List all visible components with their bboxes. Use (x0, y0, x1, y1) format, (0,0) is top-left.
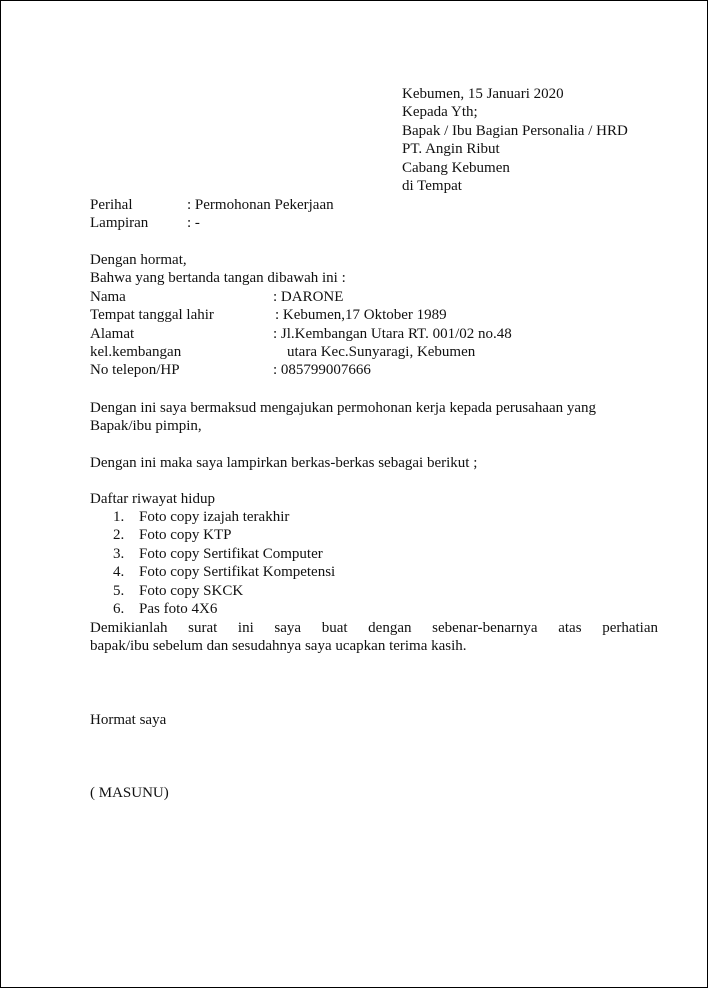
applicant-name-label: Nama (90, 289, 126, 305)
subject-label-perihal: Perihal (90, 197, 133, 213)
applicant-address-value-2: utara Kec.Sunyaragi, Kebumen (287, 344, 476, 360)
subject-value-lampiran: : - (187, 215, 200, 231)
body-paragraph-1-line-2: Bapak/ibu pimpin, (90, 418, 202, 434)
letter-header (402, 85, 628, 195)
letter-date: Kebumen, 15 Januari 2020 (402, 86, 564, 102)
closing-line-2: bapak/ibu sebelum dan sesudahnya saya ucapkan terima kasih. (90, 638, 467, 654)
attachment-list-title: Daftar riwayat hidup (90, 491, 215, 507)
applicant-address-label: Alamat (90, 326, 135, 342)
subject-label-lampiran: Lampiran (90, 215, 149, 231)
applicant-phone-label: No telepon/HP (90, 362, 180, 378)
closing-line-1: Demikianlah surat ini saya buat dengan sebenar-benarnya atas perhatian (90, 620, 658, 636)
recipient-branch: Cabang Kebumen (402, 159, 510, 176)
applicant-phone-value: : 085799007666 (273, 362, 371, 378)
list-item: 1. Foto copy izajah terakhir (113, 509, 290, 525)
list-item: 4. Foto copy Sertifikat Kompetensi (113, 564, 336, 581)
applicant-name-value: : DARONE (273, 289, 344, 305)
greeting: Dengan hormat, (90, 252, 187, 268)
list-item: 5. Foto copy SKCK (113, 582, 244, 599)
recipient-salutation: Kepada Yth; (402, 104, 478, 121)
applicant-birth-label: Tempat tanggal lahir (90, 307, 214, 323)
list-item: 6. Pas foto 4X6 (113, 600, 218, 617)
recipient-company: PT. Angin Ribut (402, 141, 500, 158)
intro-text: Bahwa yang bertanda tangan dibawah ini : (90, 270, 346, 286)
recipient-place: di Tempat (402, 177, 462, 194)
applicant-address-value: : Jl.Kembangan Utara RT. 001/02 no.48 (273, 326, 512, 342)
body-paragraph-2: Dengan ini maka saya lampirkan berkas-berkas sebagai berikut ; (90, 455, 478, 471)
applicant-birth-value: : Kebumen,17 Oktober 1989 (275, 307, 447, 323)
subject-value-perihal: : Permohonan Pekerjaan (187, 197, 334, 213)
list-item: 3. Foto copy Sertifikat Computer (113, 545, 323, 562)
applicant-kel-label: kel.kembangan (90, 344, 182, 360)
signature-regards: Hormat saya (90, 712, 167, 728)
list-item: 2. Foto copy KTP (113, 527, 232, 544)
body-paragraph-1-line-1: Dengan ini saya bermaksud mengajukan permohonan kerja kepada perusahaan yang (90, 400, 597, 416)
recipient-title: Bapak / Ibu Bagian Personalia / HRD (402, 122, 628, 139)
signature-name: ( MASUNU) (90, 785, 169, 801)
attachment-list (113, 508, 335, 618)
